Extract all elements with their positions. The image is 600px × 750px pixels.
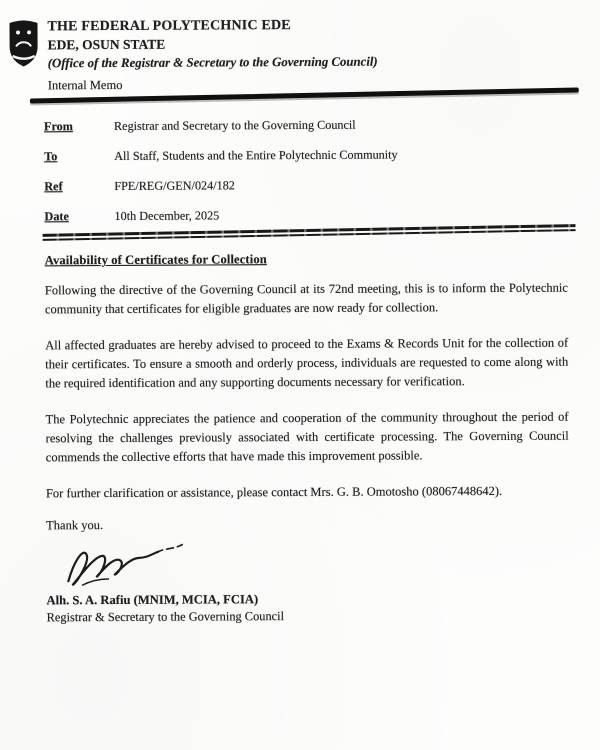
org-name: THE FEDERAL POLYTECHNIC EDE <box>47 18 291 35</box>
closing-line: Thank you. <box>46 518 104 533</box>
memo-meta-fields <box>44 116 568 224</box>
date-value: 10th December, 2025 <box>114 208 220 223</box>
office-line: (Office of the Registrar & Secretary to the Governing Council) <box>47 54 378 71</box>
org-location: EDE, OSUN STATE <box>47 36 166 52</box>
memo-subject: Availability of Certificates for Collection <box>44 252 267 268</box>
meta-row-date <box>44 206 567 224</box>
date-label: Date <box>44 209 69 224</box>
paragraph-1: Following the directive of the Governing Council at its 72nd meeting, this is to inform the Polytechnic community that certificates for eligible graduates are now ready for collection. <box>44 280 568 317</box>
from-value: Registrar and Secretary to the Governing Council <box>113 117 356 133</box>
from-label: From <box>43 119 73 134</box>
ref-label: Ref <box>44 179 63 194</box>
paragraph-2: All affected graduates are hereby advised to proceed to the Exams & Records Unit for the collection of their certificates. To ensure a smooth and orderly process, individuals are requested to come along with the required identification and any supporting documents necessary for verification. <box>45 335 569 391</box>
memo-header <box>6 15 566 94</box>
meta-row-ref <box>44 176 567 194</box>
ref-value: FPE/REG/GEN/024/182 <box>114 178 235 193</box>
to-value: All Staff, Students and the Entire Polytechnic Community <box>114 147 398 163</box>
header-text-block <box>47 16 377 94</box>
paragraph-3: The Polytechnic appreciates the patience and cooperation of the community throughout the period of resolving the challenges previously associated with certificate processing. The Governing Council commends the collective efforts that have made this improvement possible. <box>45 409 569 465</box>
meta-row-from <box>44 116 567 134</box>
memo-type-label: Internal Memo <box>47 77 123 92</box>
signatory-name: Alh. S. A. Rafiu (MNIM, MCIA, FCIA) <box>46 592 259 608</box>
contact-line: For further clarification or assistance, please contact Mrs. G. B. Omotosho (08067448642). <box>45 484 503 501</box>
to-label: To <box>44 149 58 164</box>
polytechnic-crest-icon <box>6 19 40 67</box>
handwritten-signature <box>56 539 569 594</box>
meta-row-to <box>44 146 567 164</box>
double-dashed-separator <box>43 224 576 241</box>
signatory-title: Registrar & Secretary to the Governing Council <box>46 609 285 625</box>
